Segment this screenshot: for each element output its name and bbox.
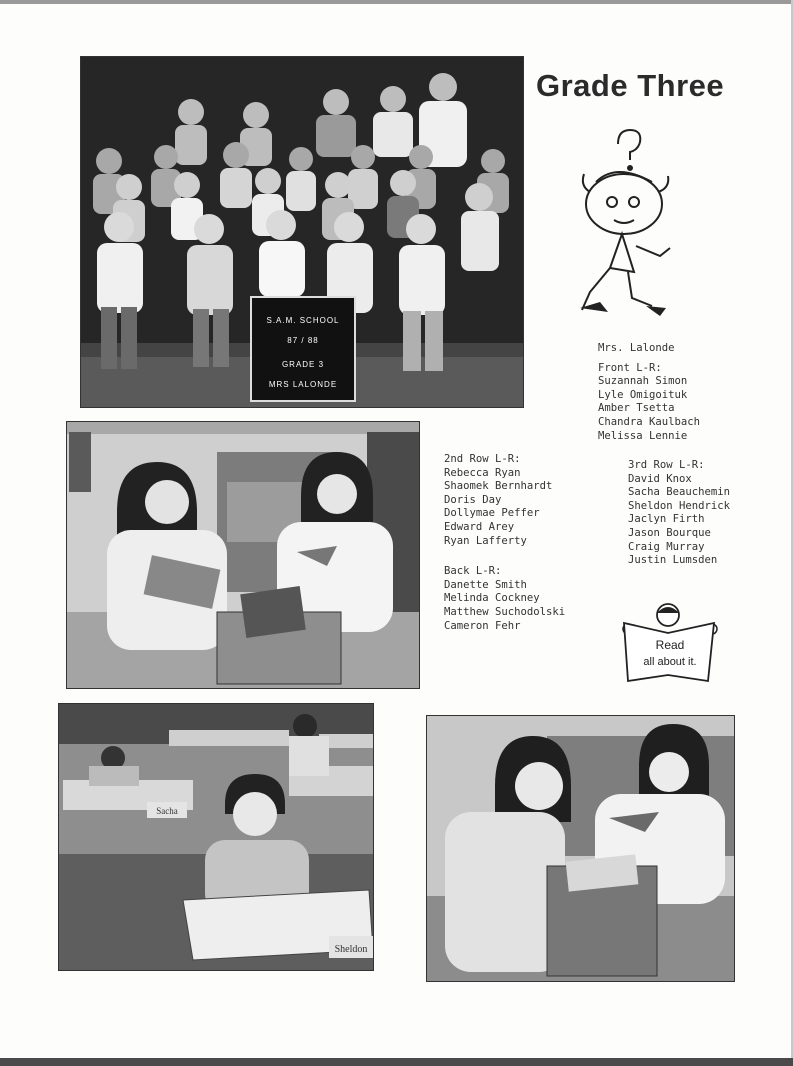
roster-name: Melissa Lennie	[598, 429, 688, 442]
roster-name: Matthew Suchodolski	[444, 605, 566, 618]
roster-name: David Knox	[628, 472, 692, 485]
sign-line-year: 87 / 88	[287, 336, 319, 345]
roster-front-block	[598, 342, 700, 443]
roster-name: Doris Day	[444, 493, 502, 506]
read-all-about-it-clipart	[616, 601, 722, 687]
page-top-edge	[0, 0, 793, 4]
roster-name: Jaclyn Firth	[628, 513, 705, 526]
roster-name: Edward Arey	[444, 520, 515, 533]
classroom-desk-illustration	[59, 704, 373, 970]
teacher-name: Mrs. Lalonde	[598, 342, 675, 354]
roster-name: Jason Bourque	[628, 526, 711, 539]
roster-name: Justin Lumsden	[628, 554, 718, 567]
back-row-heading: Back L-R:	[444, 565, 502, 578]
roster-middle-block	[444, 453, 565, 633]
page-title: Grade Three	[536, 68, 725, 103]
roster-name: Shaomek Bernhardt	[444, 480, 553, 493]
newspaper-text-read: Read	[655, 638, 685, 652]
girls-unpacking-box-photo	[426, 715, 735, 982]
newspaper-text-all-about-it: all about it.	[643, 656, 697, 668]
sign-line-grade: GRADE 3	[281, 360, 325, 369]
sign-line-school: S.A.M. SCHOOL	[266, 316, 340, 325]
confused-child-clipart	[566, 122, 688, 322]
third-row-heading: 3rd Row L-R:	[628, 459, 705, 471]
roster-name: Danette Smith	[444, 578, 527, 591]
girls-with-books-photo	[66, 421, 420, 689]
roster-name: Dollymae Peffer	[444, 507, 540, 520]
roster-name: Suzannah Simon	[598, 375, 688, 388]
second-row-heading: 2nd Row L-R:	[444, 453, 521, 465]
roster-name: Sacha Beauchemin	[628, 486, 731, 499]
roster-name: Sheldon Hendrick	[628, 499, 731, 512]
class-group-photo	[80, 56, 524, 408]
roster-name: Rebecca Ryan	[444, 466, 521, 479]
roster-name: Chandra Kaulbach	[598, 415, 701, 428]
class-photo-illustration	[81, 57, 523, 407]
roster-third-block	[628, 459, 730, 568]
roster-name: Melinda Cockney	[444, 592, 540, 605]
roster-name: Ryan Lafferty	[444, 534, 527, 547]
roster-name: Amber Tsetta	[598, 402, 675, 415]
classroom-desk-photo	[58, 703, 374, 971]
page-bottom-edge	[0, 1058, 793, 1066]
front-row-heading: Front L-R:	[598, 361, 662, 374]
desk-name-tag-sheldon: Sheldon	[334, 944, 368, 955]
roster-name: Cameron Fehr	[444, 619, 521, 632]
girls-with-books-illustration	[67, 422, 419, 688]
desk-name-tag-sacha: Sacha	[156, 806, 178, 816]
roster-name: Craig Murray	[628, 540, 705, 553]
girls-unpacking-box-illustration	[427, 716, 734, 981]
sign-line-teacher: MRS LALONDE	[268, 380, 338, 389]
roster-name: Lyle Omigoituk	[598, 388, 688, 401]
